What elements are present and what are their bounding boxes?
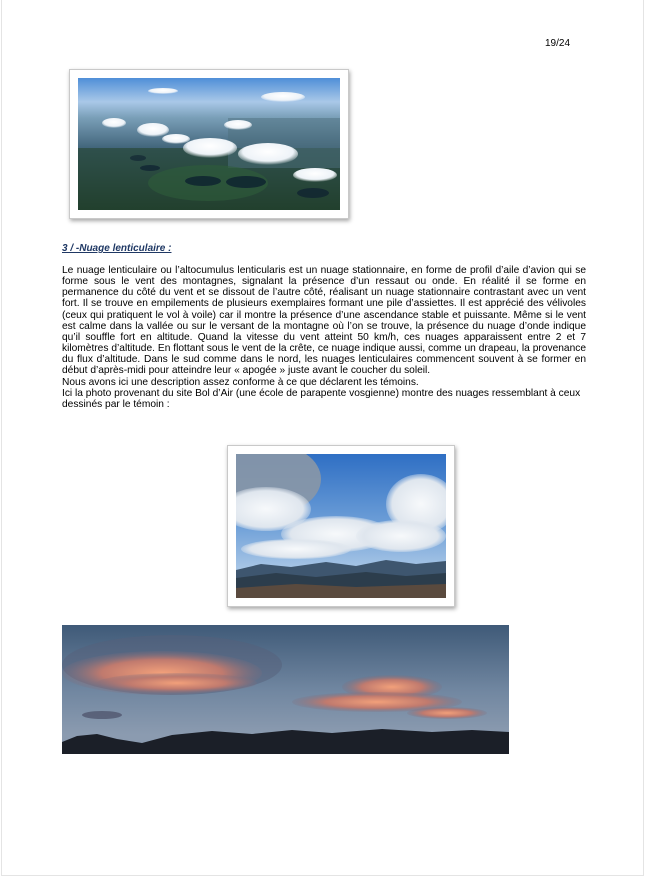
page-number: 19/24 xyxy=(545,38,571,49)
paragraph-witness-conformity: Nous avons ici une description assez conforme à ce que déclarent les témoins. xyxy=(62,376,419,388)
paragraph-lenticular-description: Le nuage lenticulaire ou l’altocumulus lenticularis est un nuage stationnaire, en forme de profil d’aile d’avion qui se forme sous le vent des montagnes, signalant la présence d’un ressaut ou onde. En réalité il se forme en permanence du côté du vent et se dissout de l’autre côté, réalisant un nuage stationnaire contrastant avec un vent fort. Il se trouve en empilements de plusieurs exemplaires formant une pile d’assiettes. Il est apprécié des vélivoles (ceux qui pratiquent le vol à voile) car il montre la présence d’une ascendance stable et puissante. Même si le vent est calme dans la vallée ou sur le versant de la montagne où l’on se trouve, la présence du nuage d’onde indique qu’il souffle fort en altitude. Quand la vitesse du vent atteint 50 km/h, ces nuages apparaissent entre 2 et 7 kilomètres d’altitude. En flottant sous le vent de la crête, ce nuage indique aussi, comme un drapeau, la provenance du flux d’altitude. Dans le sud comme dans le nord, les nuages lenticulaires commencent souvent à se former en début d’après-midi pour atteindre leur « apogée » juste avant le coucher du soleil. xyxy=(62,265,586,377)
aerial-clouds-photo xyxy=(69,69,349,219)
lenticular-sunset-photo xyxy=(62,625,509,754)
body-text xyxy=(62,265,586,410)
section-title: 3 / -Nuage lenticulaire : xyxy=(62,243,172,254)
paragraph-photo-intro: Ici la photo provenant du site Bol d’Air (une école de parapente vosgienne) montre des nuages ressemblant à ceux dessinés par le témoin : xyxy=(62,387,581,410)
mountain-clouds-photo xyxy=(227,445,455,607)
